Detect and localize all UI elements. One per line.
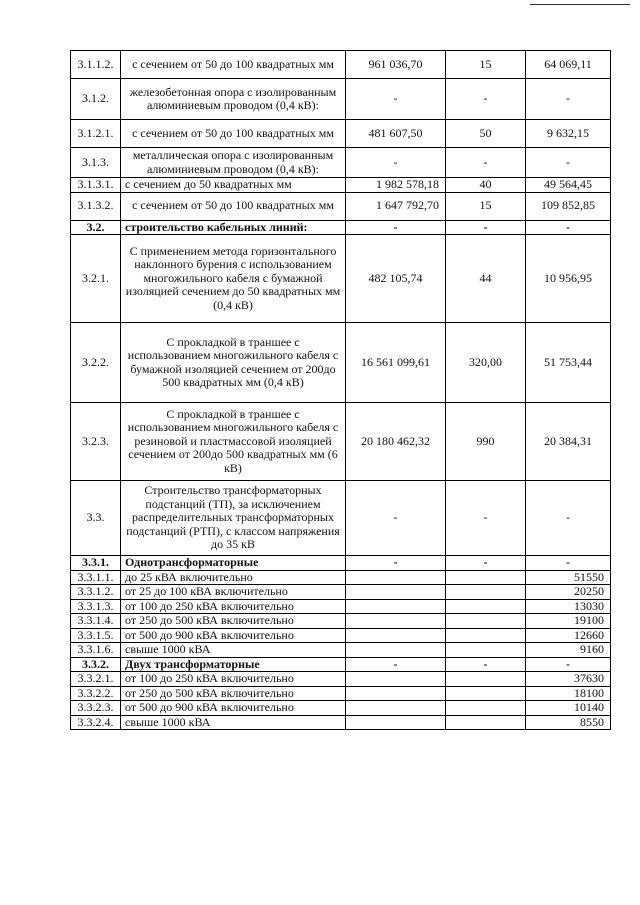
row-cost <box>346 686 446 701</box>
table-row <box>71 148 611 178</box>
table-row <box>71 657 611 672</box>
row-cost <box>346 570 446 585</box>
row-number: 3.2.1. <box>71 235 121 323</box>
table-row <box>71 701 611 716</box>
row-number: 3.3.2.4. <box>71 715 121 730</box>
row-number: 3.1.3. <box>71 148 121 178</box>
table-row <box>71 403 611 481</box>
row-number: 3.3.1.5. <box>71 628 121 643</box>
row-cost: 1 982 578,18 <box>346 178 446 193</box>
table-row <box>71 323 611 403</box>
table-row <box>71 599 611 614</box>
row-cost: - <box>346 556 446 571</box>
row-description: С прокладкой в траншее с использованием многожильного кабеля с бумажной изоляцией сечением от 200до 500 квадратных мм (0,4 кВ) <box>121 323 346 403</box>
table-row <box>71 235 611 323</box>
table-row <box>71 585 611 600</box>
table-row <box>71 556 611 571</box>
row-unit-cost: 19100 <box>526 614 611 629</box>
table-row <box>71 628 611 643</box>
row-quantity <box>446 585 526 600</box>
row-unit-cost: 10 956,95 <box>526 235 611 323</box>
row-quantity: - <box>446 220 526 235</box>
row-description: С прокладкой в траншее с использованием многожильного кабеля с резиновой и пластмассовой изоляцией сечением от 200до 500 квадратных мм (6 кВ) <box>121 403 346 481</box>
table-row <box>71 220 611 235</box>
row-unit-cost: 109 852,85 <box>526 192 611 220</box>
row-cost <box>346 715 446 730</box>
table-row <box>71 51 611 79</box>
row-cost <box>346 628 446 643</box>
row-unit-cost: 51550 <box>526 570 611 585</box>
row-quantity <box>446 628 526 643</box>
section-heading: строительство кабельных линий: <box>121 220 346 235</box>
section-heading: Однотрансформаторные <box>121 556 346 571</box>
row-number: 3.3.1.1. <box>71 570 121 585</box>
row-description: от 100 до 250 кВА включительно <box>121 672 346 687</box>
row-description: с сечением от 50 до 100 квадратных мм <box>121 51 346 79</box>
row-cost: 481 607,50 <box>346 120 446 148</box>
row-unit-cost: 20250 <box>526 585 611 600</box>
row-number: 3.3.2.2. <box>71 686 121 701</box>
row-cost: 20 180 462,32 <box>346 403 446 481</box>
row-cost: 1 647 792,70 <box>346 192 446 220</box>
row-cost <box>346 701 446 716</box>
row-description: от 100 до 250 кВА включительно <box>121 599 346 614</box>
row-unit-cost: 9160 <box>526 643 611 658</box>
row-cost <box>346 643 446 658</box>
table-row <box>71 192 611 220</box>
row-unit-cost: 51 753,44 <box>526 323 611 403</box>
row-number: 3.3.2. <box>71 657 121 672</box>
row-cost: 961 036,70 <box>346 51 446 79</box>
row-quantity <box>446 715 526 730</box>
row-quantity: 50 <box>446 120 526 148</box>
row-description: от 25 до 100 кВА включительно <box>121 585 346 600</box>
table-row <box>71 79 611 120</box>
row-description: от 250 до 500 кВА включительно <box>121 614 346 629</box>
row-cost: - <box>346 148 446 178</box>
row-number: 3.3. <box>71 481 121 556</box>
row-number: 3.1.1.2. <box>71 51 121 79</box>
row-cost: - <box>346 79 446 120</box>
table-row <box>71 614 611 629</box>
row-quantity <box>446 570 526 585</box>
row-unit-cost: - <box>526 556 611 571</box>
table-row <box>71 481 611 556</box>
row-description: С применением метода горизонтального наклонного бурения с использованием многожильного кабеля с бумажной изоляцией сечением до 50 квадратных мм (0,4 кВ) <box>121 235 346 323</box>
row-cost <box>346 585 446 600</box>
row-number: 3.3.1.2. <box>71 585 121 600</box>
table-row <box>71 570 611 585</box>
row-unit-cost: 12660 <box>526 628 611 643</box>
table-row <box>71 686 611 701</box>
row-unit-cost: 49 564,45 <box>526 178 611 193</box>
row-quantity: 990 <box>446 403 526 481</box>
table-row <box>71 672 611 687</box>
table-row <box>71 120 611 148</box>
row-number: 3.3.2.1. <box>71 672 121 687</box>
row-description: Строительство трансформаторных подстанций (ТП), за исключением распределительных трансформаторных подстанций (РТП), с классом напряжения до 35 кВ <box>121 481 346 556</box>
row-description: железобетонная опора с изолированным алюминиевым проводом (0,4 кВ): <box>121 79 346 120</box>
row-description: до 25 кВА включительно <box>121 570 346 585</box>
table-row <box>71 178 611 193</box>
row-unit-cost: - <box>526 220 611 235</box>
row-cost <box>346 599 446 614</box>
row-number: 3.1.2. <box>71 79 121 120</box>
row-cost: - <box>346 657 446 672</box>
row-quantity: - <box>446 556 526 571</box>
row-quantity: - <box>446 481 526 556</box>
row-quantity <box>446 643 526 658</box>
row-description: с сечением до 50 квадратных мм <box>121 178 346 193</box>
row-unit-cost: 10140 <box>526 701 611 716</box>
row-description: металлическая опора с изолированным алюминиевым проводом (0,4 кВ): <box>121 148 346 178</box>
row-description: с сечением от 50 до 100 квадратных мм <box>121 192 346 220</box>
row-quantity <box>446 672 526 687</box>
row-cost <box>346 672 446 687</box>
tariff-table <box>70 50 611 730</box>
row-cost: - <box>346 481 446 556</box>
row-quantity <box>446 614 526 629</box>
row-quantity <box>446 599 526 614</box>
row-description: свыше 1000 кВА <box>121 643 346 658</box>
row-quantity: 320,00 <box>446 323 526 403</box>
row-cost: 482 105,74 <box>346 235 446 323</box>
row-unit-cost: 64 069,11 <box>526 51 611 79</box>
row-description: от 250 до 500 кВА включительно <box>121 686 346 701</box>
row-description: от 500 до 900 кВА включительно <box>121 701 346 716</box>
row-unit-cost: - <box>526 79 611 120</box>
row-quantity: - <box>446 148 526 178</box>
row-quantity: - <box>446 657 526 672</box>
row-cost: - <box>346 220 446 235</box>
row-description: от 500 до 900 кВА включительно <box>121 628 346 643</box>
row-quantity: 15 <box>446 51 526 79</box>
row-unit-cost: - <box>526 148 611 178</box>
row-description: с сечением от 50 до 100 квадратных мм <box>121 120 346 148</box>
table-row <box>71 715 611 730</box>
row-quantity <box>446 686 526 701</box>
table-row <box>71 643 611 658</box>
row-quantity: 44 <box>446 235 526 323</box>
row-quantity: 15 <box>446 192 526 220</box>
row-number: 3.3.1.4. <box>71 614 121 629</box>
row-unit-cost: 18100 <box>526 686 611 701</box>
row-unit-cost: 9 632,15 <box>526 120 611 148</box>
row-number: 3.1.3.2. <box>71 192 121 220</box>
row-unit-cost: 13030 <box>526 599 611 614</box>
row-number: 3.3.1.3. <box>71 599 121 614</box>
row-number: 3.3.1. <box>71 556 121 571</box>
row-quantity <box>446 701 526 716</box>
row-number: 3.3.1.6. <box>71 643 121 658</box>
row-unit-cost: - <box>526 481 611 556</box>
row-quantity: 40 <box>446 178 526 193</box>
row-number: 3.1.3.1. <box>71 178 121 193</box>
row-unit-cost: 20 384,31 <box>526 403 611 481</box>
top-rule-line <box>530 4 630 5</box>
row-number: 3.3.2.3. <box>71 701 121 716</box>
section-heading: Двух трансформаторные <box>121 657 346 672</box>
row-unit-cost: 8550 <box>526 715 611 730</box>
row-number: 3.2.3. <box>71 403 121 481</box>
row-cost: 16 561 099,61 <box>346 323 446 403</box>
row-cost <box>346 614 446 629</box>
row-description: свыше 1000 кВА <box>121 715 346 730</box>
row-number: 3.1.2.1. <box>71 120 121 148</box>
row-number: 3.2.2. <box>71 323 121 403</box>
row-unit-cost: 37630 <box>526 672 611 687</box>
row-quantity: - <box>446 79 526 120</box>
row-unit-cost: - <box>526 657 611 672</box>
row-number: 3.2. <box>71 220 121 235</box>
